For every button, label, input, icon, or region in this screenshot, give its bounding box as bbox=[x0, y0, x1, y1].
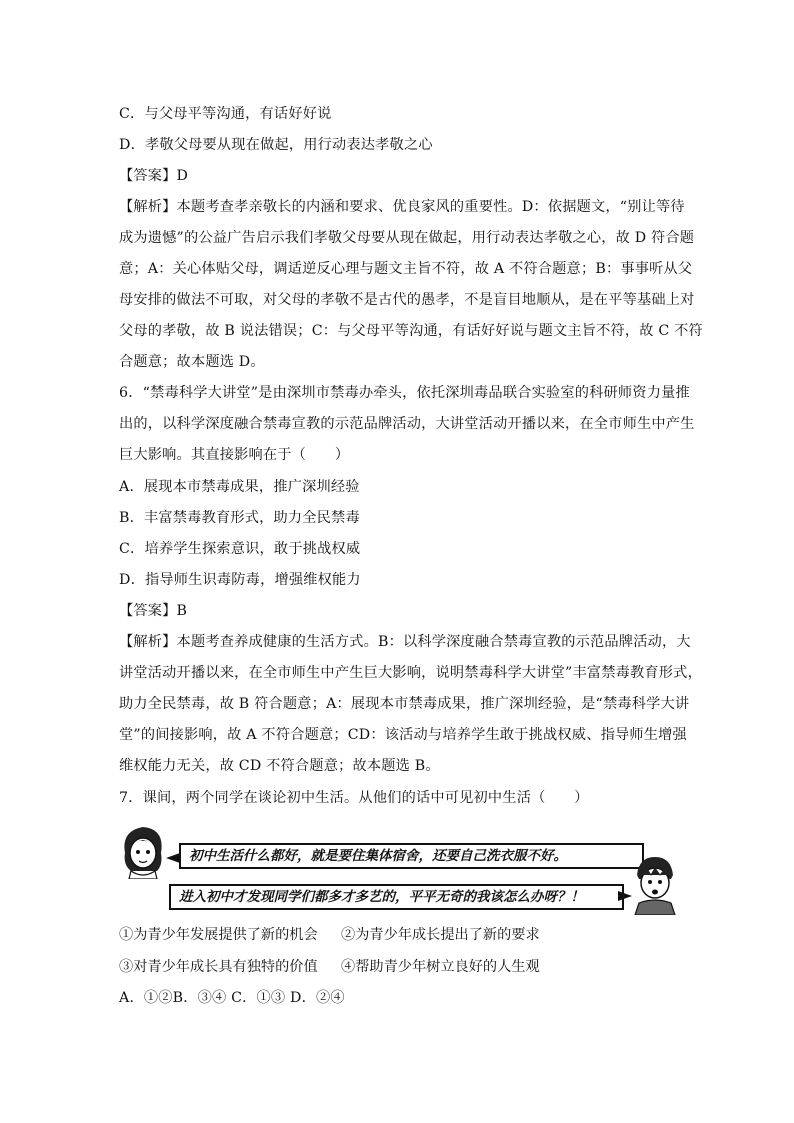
q5-option-d: D．孝敬父母要从现在做起，用行动表达孝敬之心 bbox=[119, 137, 433, 153]
boy-student-figure bbox=[627, 853, 681, 915]
q7-stem: 7．课间，两个同学在谈论初中生活。从他们的话中可见初中生活（ ） bbox=[119, 790, 589, 806]
q6-analysis-line: 讲堂活动开播以来，在全市师生中产生巨大影响，说明禁毒科学大讲堂”丰富禁毒教育形式， bbox=[119, 665, 702, 681]
q6-option-d: D．指导师生识毒防毒，增强维权能力 bbox=[119, 572, 361, 588]
q6-option-b: B．丰富禁毒教育形式，助力全民禁毒 bbox=[119, 510, 360, 526]
q7-item: ②为青少年成长提出了新的要求 bbox=[341, 927, 540, 943]
q6-analysis-line: 助力全民禁毒，故 B 符合题意；A：展现本市禁毒成果，推广深圳经验，是“禁毒科学大讲 bbox=[119, 696, 690, 712]
q5-answer: 【答案】D bbox=[119, 168, 189, 184]
q7-item: ④帮助青少年树立良好的人生观 bbox=[341, 959, 540, 975]
q6-stem-line: 巨大影响。其直接影响在于（ ） bbox=[119, 447, 350, 463]
q6-analysis-line: 【解析】本题考查养成健康的生活方式。B：以科学深度融合禁毒宣教的示范品牌活动，大 bbox=[119, 634, 691, 650]
q5-analysis-line: 意；A：关心体贴父母，调适逆反心理与题文主旨不符，故 A 不符合题意；B：事事听从父 bbox=[119, 261, 693, 277]
q7-choices: A．①②B．③④ C．①③ D．②④ bbox=[119, 990, 345, 1006]
q5-analysis-line: 成为遗憾”的公益广告启示我们孝敬父母要从现在做起，用行动表达孝敬之心，故 D 符合题 bbox=[119, 230, 695, 246]
dialogue-illustration bbox=[117, 823, 680, 915]
q5-analysis-line: 父母的孝敬，故 B 说法错误；C：与父母平等沟通，有话好好说与题文主旨不符，故 C 不符 bbox=[119, 323, 703, 339]
q6-analysis-line: 堂”的间接影响，故 A 不符合题意；CD：该活动与培养学生敢于挑战权威、指导师生增强 bbox=[119, 727, 687, 743]
girl-student-figure bbox=[117, 823, 171, 879]
q7-items-row bbox=[119, 957, 540, 977]
q7-item: ①为青少年发展提供了新的机会 bbox=[119, 927, 318, 943]
q6-option-a: A．展现本市禁毒成果，推广深圳经验 bbox=[119, 479, 360, 495]
q5-option-c: C．与父母平等沟通，有话好好说 bbox=[119, 106, 332, 122]
speech-bubble-girl: 初中生活什么都好，就是要住集体宿舍，还要自己洗衣服不好。 bbox=[179, 843, 644, 869]
q6-stem-line: 6．“禁毒科学大讲堂”是由深圳市禁毒办牵头，依托深圳毒品联合实验室的科研师资力量推 bbox=[119, 385, 690, 401]
q7-item: ③对青少年成长具有独特的价值 bbox=[119, 959, 318, 975]
q6-answer: 【答案】B bbox=[119, 603, 188, 619]
q7-items-row bbox=[119, 925, 540, 945]
speech-bubble-boy: 进入初中才发现同学们都多才多艺的，平平无奇的我该怎么办呀？！ bbox=[169, 884, 624, 910]
q5-analysis-line: 合题意；故本题选 D。 bbox=[119, 354, 265, 370]
speech-tail bbox=[166, 853, 180, 863]
q6-option-c: C．培养学生探索意识，敢于挑战权威 bbox=[119, 541, 361, 557]
q5-analysis-line: 母安排的做法不可取，对父母的孝敬不是古代的愚孝，不是盲目地顺从，是在平等基础上对 bbox=[119, 292, 695, 308]
q6-stem-line: 出的，以科学深度融合禁毒宣教的示范品牌活动，大讲堂活动开播以来，在全市师生中产生 bbox=[119, 416, 695, 432]
q6-analysis-line: 维权能力无关，故 CD 不符合题意；故本题选 B。 bbox=[119, 758, 440, 774]
q5-analysis-line: 【解析】本题考查孝亲敬长的内涵和要求、优良家风的重要性。D：依据题文，“别让等待 bbox=[119, 199, 685, 215]
